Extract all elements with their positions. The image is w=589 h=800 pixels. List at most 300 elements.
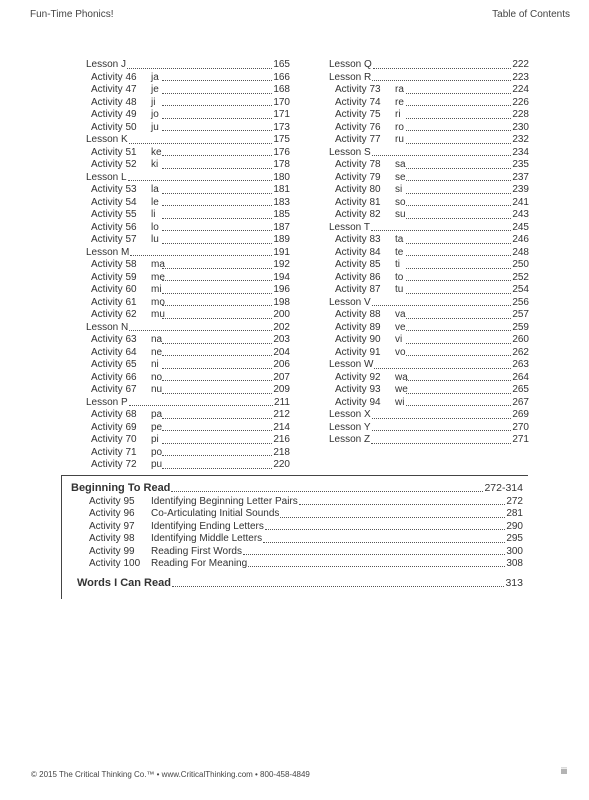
entry-syllable: lo <box>151 221 159 233</box>
leader-dots <box>371 443 511 444</box>
page-number: 270 <box>512 421 529 433</box>
toc-activity-entry[interactable] <box>327 109 529 122</box>
entry-name: Lesson S <box>329 146 371 158</box>
entry-syllable: ju <box>151 121 159 133</box>
toc-activity-entry[interactable] <box>327 84 529 97</box>
leader-dots <box>406 130 511 131</box>
entry-syllable: jo <box>151 109 159 120</box>
leader-dots <box>406 280 511 281</box>
leader-dots <box>162 243 272 244</box>
beginning-to-read-entry[interactable] <box>71 481 523 495</box>
page-number: 223 <box>512 71 529 83</box>
entry-name: Lesson W <box>329 359 374 370</box>
leader-dots <box>406 105 511 106</box>
toc-activity-entry[interactable] <box>327 122 529 135</box>
toc-activity-entry[interactable] <box>84 372 290 385</box>
toc-activity-entry[interactable] <box>84 72 290 85</box>
entry-name: Activity 79 <box>335 171 381 183</box>
leader-dots <box>162 455 272 456</box>
page-number: 196 <box>273 284 290 295</box>
page-number: 254 <box>512 284 529 295</box>
leader-dots <box>372 430 512 431</box>
entry-name: Activity 88 <box>335 309 381 320</box>
entry-syllable: ta <box>395 234 404 245</box>
toc-lesson-entry[interactable] <box>327 409 529 422</box>
page-number: 180 <box>273 171 290 183</box>
toc-activity-entry[interactable] <box>84 284 290 297</box>
entry-name: Activity 78 <box>335 159 381 170</box>
toc-activity-entry[interactable] <box>89 521 523 533</box>
toc-activity-entry[interactable] <box>84 359 290 372</box>
entry-name: Activity 58 <box>91 259 137 270</box>
page-number: 281 <box>506 508 523 520</box>
page-number: 246 <box>512 234 529 245</box>
toc-activity-entry[interactable] <box>84 409 290 422</box>
entry-name: Activity 97 <box>89 520 135 532</box>
entry-name: Activity 81 <box>335 196 381 208</box>
toc-activity-entry[interactable] <box>84 334 290 347</box>
entry-syllable: ki <box>151 159 159 170</box>
leader-dots <box>162 230 272 231</box>
entry-name: Activity 66 <box>91 371 137 383</box>
page-number: 265 <box>512 384 529 395</box>
page-number: 250 <box>512 259 529 270</box>
entry-syllable: si <box>395 184 403 195</box>
page-number: 194 <box>273 271 290 283</box>
toc-activity-entry[interactable] <box>84 309 290 322</box>
entry-name: Activity 51 <box>91 146 137 158</box>
toc-activity-entry[interactable] <box>84 197 290 210</box>
entry-syllable: va <box>395 309 406 320</box>
entry-name: Activity 63 <box>91 334 137 345</box>
leader-dots <box>162 193 272 194</box>
leader-dots <box>162 130 272 131</box>
page-number: 178 <box>273 159 290 170</box>
toc-activity-entry[interactable] <box>84 222 290 235</box>
page-number: 239 <box>512 184 529 195</box>
toc-activity-entry[interactable] <box>327 234 529 247</box>
toc-activity-entry[interactable] <box>84 234 290 247</box>
page-number: 272 <box>506 496 523 507</box>
leader-dots <box>406 330 511 331</box>
leader-dots <box>265 529 505 530</box>
entry-syllable: pe <box>151 421 163 433</box>
toc-lesson-entry[interactable] <box>84 134 290 147</box>
entry-name: Lesson R <box>329 71 372 83</box>
leader-dots <box>406 180 511 181</box>
leader-dots <box>162 118 272 119</box>
leader-dots <box>171 491 483 492</box>
page-number: 185 <box>273 209 290 220</box>
entry-syllable: we <box>395 384 408 395</box>
leader-dots <box>129 330 272 331</box>
leader-dots <box>406 380 511 381</box>
entry-syllable: su <box>395 209 406 220</box>
entry-title: Identifying Middle Letters <box>151 533 263 545</box>
entry-name: Lesson M <box>86 246 130 258</box>
page-number: 245 <box>512 221 529 233</box>
leader-dots <box>372 305 512 306</box>
entry-syllable: ti <box>395 259 400 270</box>
entry-syllable: mo <box>151 296 165 308</box>
entry-name: Lesson K <box>86 134 128 145</box>
toc-lesson-entry[interactable] <box>84 59 290 72</box>
entry-syllable: je <box>151 84 159 95</box>
leader-dots <box>162 280 272 281</box>
toc-activity-entry[interactable] <box>327 259 529 272</box>
entry-syllable: wi <box>395 396 405 408</box>
entry-syllable: pa <box>151 409 163 420</box>
leader-dots <box>406 255 511 256</box>
leader-dots <box>162 93 272 94</box>
toc-activity-entry[interactable] <box>327 272 529 285</box>
leader-dots <box>406 293 511 294</box>
toc-activity-entry[interactable] <box>89 508 523 520</box>
toc-lesson-entry[interactable] <box>327 72 529 85</box>
entry-name: Activity 67 <box>91 384 137 395</box>
page-number: 264 <box>512 371 529 383</box>
toc-activity-entry[interactable] <box>84 422 290 435</box>
leader-dots <box>406 143 511 144</box>
page-number: 170 <box>273 96 290 108</box>
entry-name: Activity 83 <box>335 234 381 245</box>
entry-name: Activity 92 <box>335 371 381 383</box>
entry-syllable: ke <box>151 146 162 158</box>
entry-name: Activity 56 <box>91 221 137 233</box>
page-number: 224 <box>512 84 529 95</box>
entry-name: Activity 68 <box>91 409 137 420</box>
entry-syllable: so <box>395 196 406 208</box>
leader-dots <box>372 80 511 81</box>
page-number: 260 <box>512 334 529 345</box>
entry-syllable: te <box>395 246 404 258</box>
entry-name: Activity 74 <box>335 96 381 108</box>
entry-syllable: nu <box>151 384 163 395</box>
toc-activity-entry[interactable] <box>327 209 529 222</box>
page-number: 171 <box>273 109 290 120</box>
toc-activity-entry[interactable] <box>84 97 290 110</box>
page-number: 165 <box>273 59 290 70</box>
entry-name: Activity 65 <box>91 359 137 370</box>
section-heading: Beginning To Read <box>71 482 171 494</box>
leader-dots <box>128 180 273 181</box>
page-number: 241 <box>512 196 529 208</box>
toc-left-column <box>84 59 290 472</box>
entry-syllable: li <box>151 209 156 220</box>
entry-name: Activity 86 <box>335 271 381 283</box>
copyright-footer: © 2015 The Critical Thinking Co.™ • www.CriticalThinking.com • 800-458-4849 <box>31 770 310 779</box>
toc-right-column <box>327 59 529 447</box>
entry-name: Activity 46 <box>91 71 137 83</box>
toc-activity-entry[interactable] <box>327 322 529 335</box>
toc-activity-entry[interactable] <box>84 297 290 310</box>
leader-dots <box>406 168 511 169</box>
entry-syllable: po <box>151 446 163 458</box>
page-number: 263 <box>512 359 529 370</box>
entry-name: Activity 95 <box>89 496 135 507</box>
page-number: 222 <box>512 59 529 70</box>
leader-dots <box>406 393 511 394</box>
toc-lesson-entry[interactable] <box>327 59 529 72</box>
page-number: 262 <box>512 346 529 358</box>
page-number: 211 <box>274 396 290 408</box>
page-number: 290 <box>506 520 523 532</box>
toc-activity-entry[interactable] <box>89 496 523 508</box>
leader-dots <box>130 255 272 256</box>
entry-name: Activity 80 <box>335 184 381 195</box>
page-number: 216 <box>273 434 290 445</box>
leader-dots <box>406 93 511 94</box>
book-title: Fun-Time Phonics! <box>30 9 114 20</box>
page-number: 206 <box>273 359 290 370</box>
leader-dots <box>162 155 272 156</box>
toc-activity-entry[interactable] <box>327 97 529 110</box>
entry-name: Activity 60 <box>91 284 137 295</box>
entry-syllable: le <box>151 196 159 208</box>
entry-name: Lesson Z <box>329 434 371 445</box>
leader-dots <box>162 343 272 344</box>
leader-dots <box>406 193 511 194</box>
page-number: 257 <box>512 309 529 320</box>
entry-syllable: ne <box>151 346 163 358</box>
page-number: 200 <box>273 309 290 320</box>
toc-activity-entry[interactable] <box>327 247 529 260</box>
toc-lesson-entry[interactable] <box>327 359 529 372</box>
toc-lesson-entry[interactable] <box>84 172 290 185</box>
entry-name: Activity 48 <box>91 96 137 108</box>
page-number: 252 <box>512 271 529 283</box>
leader-dots <box>374 368 511 369</box>
page-number: 204 <box>273 346 290 358</box>
toc-activity-entry[interactable] <box>327 347 529 360</box>
entry-name: Lesson N <box>86 321 129 333</box>
page-number: 230 <box>512 121 529 133</box>
entry-syllable: ri <box>395 109 401 120</box>
leader-dots <box>280 517 505 518</box>
page-number: 308 <box>506 558 523 570</box>
entry-syllable: ja <box>151 71 159 83</box>
words-i-can-read-entry[interactable] <box>71 576 523 590</box>
page-number: 232 <box>512 134 529 145</box>
entry-syllable: pu <box>151 459 163 470</box>
entry-syllable: sa <box>395 159 406 170</box>
entry-name: Activity 100 <box>89 558 141 570</box>
entry-name: Lesson V <box>329 296 371 308</box>
entry-name: Activity 91 <box>335 346 381 358</box>
toc-lesson-entry[interactable] <box>327 434 529 447</box>
toc-activity-entry[interactable] <box>89 558 523 570</box>
leader-dots <box>129 143 273 144</box>
page-number: 207 <box>273 371 290 383</box>
leader-dots <box>372 418 512 419</box>
toc-activity-entry[interactable] <box>84 159 290 172</box>
toc-activity-entry[interactable] <box>327 184 529 197</box>
entry-name: Activity 82 <box>335 209 381 220</box>
toc-activity-entry[interactable] <box>84 209 290 222</box>
entry-name: Activity 98 <box>89 533 135 545</box>
leader-dots <box>162 168 272 169</box>
leader-dots <box>372 155 512 156</box>
toc-activity-entry[interactable] <box>84 384 290 397</box>
page-number: 218 <box>273 446 290 458</box>
leader-dots <box>248 566 505 567</box>
entry-name: Activity 77 <box>335 134 381 145</box>
page-number-footer: iii <box>561 766 567 776</box>
page-number: 220 <box>273 459 290 470</box>
toc-activity-entry[interactable] <box>84 122 290 135</box>
toc-activity-entry[interactable] <box>84 147 290 160</box>
entry-name: Lesson L <box>86 171 127 183</box>
page-number: 228 <box>512 109 529 120</box>
leader-dots <box>162 218 272 219</box>
entry-name: Activity 70 <box>91 434 137 445</box>
toc-activity-entry[interactable] <box>327 159 529 172</box>
entry-syllable: re <box>395 96 404 108</box>
page-number: 183 <box>273 196 290 208</box>
toc-lesson-entry[interactable] <box>84 322 290 335</box>
toc-lesson-entry[interactable] <box>327 147 529 160</box>
page-number: 209 <box>273 384 290 395</box>
toc-activity-entry[interactable] <box>327 172 529 185</box>
leader-dots <box>162 305 272 306</box>
leader-dots <box>406 355 511 356</box>
leader-dots <box>406 205 511 206</box>
entry-name: Activity 59 <box>91 271 137 283</box>
entry-name: Lesson P <box>86 396 128 408</box>
toc-activity-entry[interactable] <box>84 84 290 97</box>
leader-dots <box>162 268 272 269</box>
toc-activity-entry[interactable] <box>327 334 529 347</box>
entry-title: Co-Articulating Initial Sounds <box>151 508 280 520</box>
page-number: 226 <box>512 96 529 108</box>
entry-title: Reading For Meaning <box>151 558 248 570</box>
entry-syllable: se <box>395 171 406 183</box>
entry-name: Activity 64 <box>91 346 137 358</box>
page-number: 191 <box>273 246 290 258</box>
page-number: 181 <box>273 184 290 195</box>
leader-dots <box>162 418 272 419</box>
entry-syllable: no <box>151 371 163 383</box>
leader-dots <box>406 268 511 269</box>
page-number: 256 <box>512 296 529 308</box>
entry-name: Activity 62 <box>91 309 137 320</box>
entry-name: Activity 90 <box>335 334 381 345</box>
page-number: 243 <box>512 209 529 220</box>
page-number: 189 <box>273 234 290 245</box>
entry-name: Activity 49 <box>91 109 137 120</box>
toc-activity-entry[interactable] <box>327 284 529 297</box>
entry-name: Lesson Q <box>329 59 372 70</box>
entry-name: Activity 94 <box>335 396 381 408</box>
entry-syllable: ra <box>395 84 404 95</box>
entry-name: Activity 87 <box>335 284 381 295</box>
leader-dots <box>263 542 505 543</box>
leader-dots <box>243 554 505 555</box>
toc-lesson-entry[interactable] <box>327 222 529 235</box>
leader-dots <box>373 68 512 69</box>
entry-syllable: vo <box>395 346 406 358</box>
entry-name: Lesson Y <box>329 421 371 433</box>
entry-name: Activity 89 <box>335 321 381 333</box>
leader-dots <box>162 80 272 81</box>
toc-activity-entry[interactable] <box>84 184 290 197</box>
leader-dots <box>299 504 506 505</box>
leader-dots <box>127 68 272 69</box>
toc-lesson-entry[interactable] <box>327 297 529 310</box>
entry-syllable: ru <box>395 134 404 145</box>
page-number: 295 <box>506 533 523 545</box>
entry-name: Activity 93 <box>335 384 381 395</box>
toc-activity-entry[interactable] <box>84 259 290 272</box>
entry-syllable: ni <box>151 359 159 370</box>
page-number: 192 <box>273 259 290 270</box>
entry-name: Activity 75 <box>335 109 381 120</box>
toc-activity-entry[interactable] <box>327 197 529 210</box>
page-number: 267 <box>512 396 529 408</box>
entry-name: Activity 72 <box>91 459 137 470</box>
entry-syllable: ji <box>151 96 156 108</box>
entry-title: Identifying Beginning Letter Pairs <box>151 496 298 507</box>
toc-activity-entry[interactable] <box>327 372 529 385</box>
entry-syllable: ro <box>395 121 404 133</box>
beginning-activity-list <box>71 496 523 570</box>
toc-activity-entry[interactable] <box>84 434 290 447</box>
page-number: 300 <box>506 545 523 557</box>
entry-syllable: mu <box>151 309 165 320</box>
page-number: 176 <box>273 146 290 158</box>
entry-syllable: la <box>151 184 159 195</box>
entry-name: Activity 84 <box>335 246 381 258</box>
leader-dots <box>406 243 511 244</box>
leader-dots <box>162 368 272 369</box>
entry-name: Activity 99 <box>89 545 135 557</box>
entry-syllable: mi <box>151 284 162 295</box>
page-number: 187 <box>273 221 290 233</box>
page-number: 234 <box>512 146 529 158</box>
toc-activity-entry[interactable] <box>89 546 523 558</box>
toc-activity-entry[interactable] <box>327 384 529 397</box>
leader-dots <box>162 430 272 431</box>
toc-activity-entry[interactable] <box>84 459 290 472</box>
toc-activity-entry[interactable] <box>327 397 529 410</box>
toc-activity-entry[interactable] <box>327 309 529 322</box>
entry-syllable: me <box>151 271 165 283</box>
entry-name: Activity 69 <box>91 421 137 433</box>
toc-lesson-entry[interactable] <box>84 247 290 260</box>
toc-activity-entry[interactable] <box>84 272 290 285</box>
leader-dots <box>162 205 272 206</box>
section-heading: Words I Can Read <box>77 577 171 590</box>
page-number: 313 <box>505 577 523 590</box>
entry-name: Activity 76 <box>335 121 381 133</box>
entry-name: Activity 85 <box>335 259 381 270</box>
toc-activity-entry[interactable] <box>327 134 529 147</box>
leader-dots <box>162 443 272 444</box>
beginning-to-read-section <box>61 475 528 599</box>
page-number: 203 <box>273 334 290 345</box>
toc-activity-entry[interactable] <box>89 533 523 545</box>
entry-name: Activity 52 <box>91 159 137 170</box>
page-number: 269 <box>512 409 529 420</box>
toc-lesson-entry[interactable] <box>84 397 290 410</box>
leader-dots <box>162 380 272 381</box>
page-number: 202 <box>273 321 290 333</box>
toc-activity-entry[interactable] <box>84 109 290 122</box>
toc-lesson-entry[interactable] <box>327 422 529 435</box>
toc-activity-entry[interactable] <box>84 447 290 460</box>
entry-syllable: ma <box>151 259 165 270</box>
toc-activity-entry[interactable] <box>84 347 290 360</box>
